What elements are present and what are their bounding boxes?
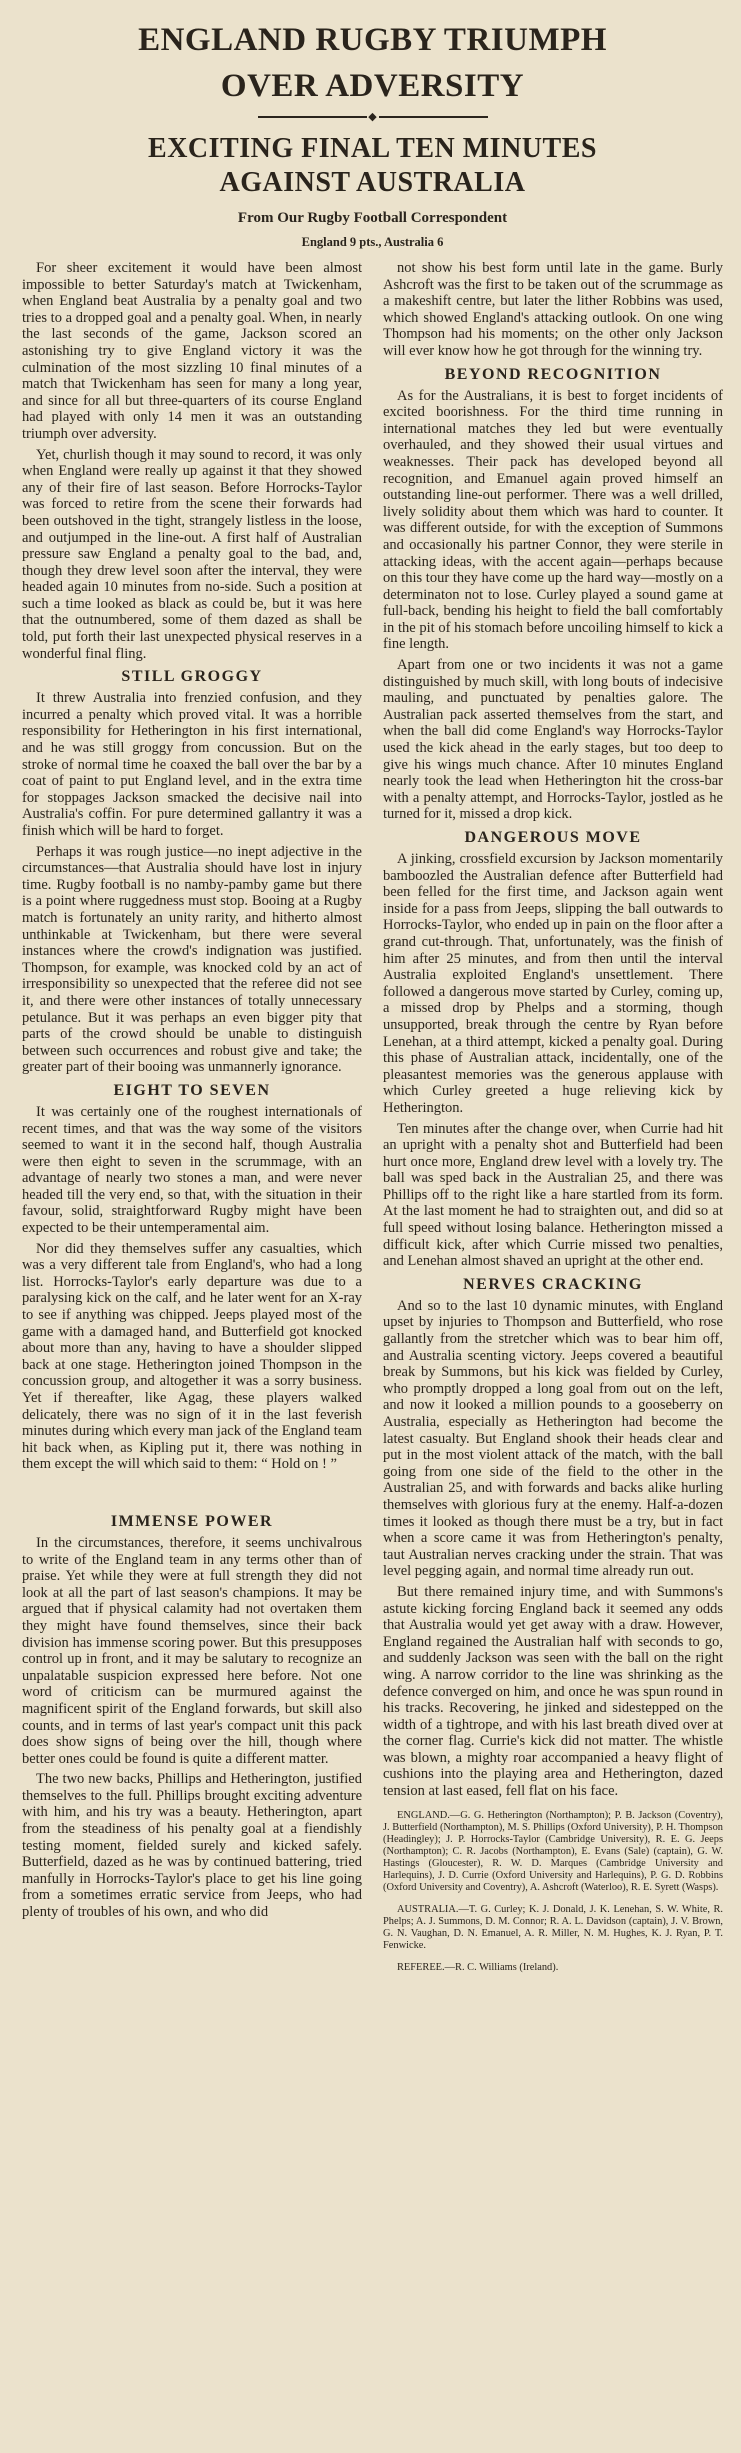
paragraph: Ten minutes after the change over, when Currie had hit an upright with a penalty shot and Butterfield had been hurt once more, England drew level with a lovely try. The ball was sped back in the Australian 25, and there was Phillips off to the right like a hare startled from its form. At the last moment he had to straighten out, and did so at full speed without losing balance. Hetherington missed a difficult kick, after which Currie missed two penalties, and Lenehan almost shaved an upright at the other end. <box>383 1120 723 1270</box>
paragraph: For sheer excitement it would have been almost impossible to better Saturday's match at Twickenham, when England beat Australia by a penalty goal and two tries to a dropped goal and a penalty goal. When, in nearly the last seconds of the game, Jackson scored an astonishing try to give England victory it was the culmination of the most sizzling 10 final minutes of a match that Twickenham has seen for many a long year, and since for all but three-quarters of its course England had played with only 14 men it was an outstanding triumph over adversity. <box>22 260 362 442</box>
subheadline-line-1: EXCITING FINAL TEN MINUTES <box>148 133 597 164</box>
paragraph: Perhaps it was rough justice—no inept adjective in the circumstances—that Australia should have lost in injury time. Rugby football is no namby-pamby game but there is a point where ruggedness must stop. Booing at a Rugby match is fortunately an unity rarity, and hitherto almost unthinkable at Twickenham, but there were several instances where the crowd's indignation was justified. Thompson, for example, was knocked cold by an act of irresponsibility so unexpected that the referee did not see it, and there were other instances of totally unnecessary petulance. But it was perhaps an even bigger pity that parts of the crowd should be unable to distinguish between such occurrences and robust give and take; the greater part of their booing was unmannerly ignorance. <box>22 843 362 1076</box>
column-left <box>22 260 362 1978</box>
paragraph: Yet, churlish though it may sound to record, it was only when England were really up against it that they showed any of their fire of last season. Before Horrocks-Taylor was forced to retire from the scene their forwards had been outshoved in the tight, strangely listless in the loose, and outjumped in the line-out. A first half of Australian pressure saw England a penalty goal to the bad, and, though they drew level soon after the interval, they were headed again 10 minutes from no-side. Such a position at such a time looked as black as could be, but it was here that the outnumbered, some of them dazed as shall be told, put forth their last unexpected physical reserves in a wonderful final fling. <box>22 446 362 662</box>
team-lineup: AUSTRALIA.—T. G. Curley; K. J. Donald, J. K. Lenehan, S. W. White, R. Phelps; A. J. Summons, D. M. Connor; R. A. L. Davidson (captain), J. V. Brown, G. N. Vaughan, D. N. Emanuel, A. R. Miller, N. M. Hughes, K. J. Ryan, P. T. Fenwicke. <box>383 1903 723 1951</box>
paragraph: It was certainly one of the roughest internationals of recent times, and that was the way some of the visitors seemed to want it in the second half, though Australia were then eight to seven in the scrummage, with an advantage of nearly two stones a man, and were never headed till the very end, so that, with the situation in their favour, solid, straightforward Rugby might have been expected to be their untemperamental aim. <box>22 1103 362 1237</box>
section-heading: EIGHT TO SEVEN <box>113 1081 271 1099</box>
section-heading: DANGEROUS MOVE <box>464 829 642 846</box>
paragraph: Nor did they themselves suffer any casualties, which was a very different tale from England's, who had a long list. Horrocks-Taylor's early departure was due to a paralysing kick on the calf, and he later went for an X-ray to see if anything was chipped. Jeeps played most of the game with a damaged hand, and Butterfield got knocked about more than any, having to have a shoulder slipped back at one stage. Hetherington joined Thompson in the concussion group, and altogether it was a sorry business. Yet if thereafter, like Agag, these players walked delicately, there was no sign of it in the last feverish minutes during which every man jack of the England team hit back when, as Kipling put it, there was nothing in them except the will which said to them: “ Hold on ! ” <box>22 1240 362 1473</box>
paragraph: In the circumstances, therefore, it seems unchivalrous to write of the England team in any terms other than of praise. Yet while they were at full strength they did not look at all the part of last season's champions. It may be argued that if physical calamity had not overtaken them they might have found themselves, since their back division has immense scoring power. But this presupposes control up in front, and it may be salutary to recognize an unpalatable suspicion expressed here before. Not one word of criticism can be murmured against the magnificent spirit of the England forwards, but skill also counts, and in terms of last year's compact unit this pack does show signs of being over the hill, though where better ones could be found is quite a different matter. <box>22 1534 362 1767</box>
headline-line-2: OVER ADVERSITY <box>220 68 525 104</box>
score-line: England 9 pts., Australia 6 <box>301 235 444 249</box>
headline-line-1: ENGLAND RUGBY TRIUMPH <box>138 22 607 58</box>
subheadline-line-2: AGAINST AUSTRALIA <box>219 167 526 198</box>
paragraph: It threw Australia into frenzied confusion, and they incurred a penalty which proved vital. It was a horrible responsibility for Hetherington in his first international, and he was still groggy from concussion. But on the stroke of normal time he coaxed the ball over the bar by a coat of paint to put England level, and in the extra time for stoppages Jackson smacked the decisive nail into Australia's coffin. For pure determined gallantry it was a finish which will be hard to forget. <box>22 690 362 839</box>
article-body <box>22 260 723 1978</box>
column-right <box>383 260 723 1978</box>
paragraph: But there remained injury time, and with Summons's astute kicking forcing England back it seemed any odds that Australia would yet get away with a draw. However, England regained the Australian half with seconds to go, and suddenly Jackson was seen with the ball on the right wing. A narrow corridor to the line was shrinking as the defence converged on him, and once he was spun round in his tracks. Recovering, he jinked and sidestepped on the width of a tightrope, and with his last breath dived over at the corner flag. Currie's kick did not matter. The whistle was blown, a mighty roar accompanied a heavy flight of cushions into the playing area and Hetherington, dazed tension at last eased, fell flat on his face. <box>383 1583 723 1800</box>
team-lineup: REFEREE.—R. C. Williams (Ireland). <box>397 1961 559 1973</box>
column-gap <box>22 1477 362 1507</box>
section-heading: NERVES CRACKING <box>463 1275 643 1293</box>
paragraph: As for the Australians, it is best to forget incidents of excited boorishness. For the third time running in international matches they led but were eventually overhauled, and they showed their usual virtues and weaknesses. Their pack has developed beyond all recognition, and Emanuel again proved himself an outstanding line-out performer. There was a well drilled, lively solidity about them which was hard to counter. It was different outside, for with the exception of Summons and occasionally his partner Connor, they were sterile in attacking ideas, with the accent again—perhaps because on this tour they have come up the hard way—mostly on a determinaton not to lose. Curley played a sound game at full-back, bending his height to field the ball comfortably in the pit of his stomach before uncoiling himself to kick a fine length. <box>383 387 723 653</box>
section-heading: STILL GROGGY <box>121 668 263 686</box>
paragraph: A jinking, crossfield excursion by Jackson momentarily bamboozled the Australian defence after Butterfield had been felled for the first time, and Jackson again went inside for a pass from Jeeps, slipping the ball outwards to Horrocks-Taylor, who ended up in pain on the floor after a grand cut-through. That, unfortunately, was the finish of him after 25 minutes, and from then until the interval Australia exploited England's unsettlement. There followed a dangerous move started by Curley, coming up, a missed drop by Phelps and a storming, though unsupported, break through the centre by Ryan before Lenehan, at a third attempt, kicked a penalty goal. During this phase of Australian attack, incidentally, one of the pleasantest memories was the generous applause with which Curley greeted a huge relieving kick by Hetherington. <box>383 851 723 1116</box>
section-heading: BEYOND RECOGNITION <box>444 365 662 383</box>
ornamental-rule <box>258 111 488 123</box>
paragraph: The two new backs, Phillips and Hetherington, justified themselves to the full. Phillips brought exciting adventure with him, and his try was a beauty. Hetherington, apart from the steadiness of his penalty goal at a fiendishly testing moment, fielded surely and kicked safely. Butterfield, dazed as he was by continued battering, tried manfully in Horrocks-Taylor's place to get his line going from a sometimes erratic service from Jeeps, who had plenty of troubles of his own, and who did <box>22 1771 362 1921</box>
diamond-icon: ◆ <box>368 111 377 123</box>
paragraph: And so to the last 10 dynamic minutes, with England upset by injuries to Thompson and Butterfield, who rose gallantly from the stretcher which was to bear him off, and Australia scenting victory. Jeeps covered a beautiful break by Summons, but his kick was fielded by Curley, who promptly dropped a long goal from out on the left, and now it looked a million pounds to a gooseberry on Australia, especially as Hetherington had become the latest casualty. But England shook their heads clear and put in the most violent attack of the match, with the ball going from one side of the field to the other in the Australian 25, and with forwards and backs alike hurling themselves with glorious fury at the enemy. Half-a-dozen times it looked as though there must be a try, but in fact when a score came it was from Hetherington's penalty, taut Australian nerves cracking under the strain. That was level pegging again, and normal time already run out. <box>383 1297 723 1580</box>
byline: From Our Rugby Football Correspondent <box>237 210 508 226</box>
team-lineup: ENGLAND.—G. G. Hetherington (Northampton); P. B. Jackson (Coventry), J. Butterfield (Northampton), M. S. Phillips (Oxford University), P. H. Thompson (Headingley); J. P. Horrocks-Taylor (Cambridge University), R. E. G. Jeeps (Northampton); C. R. Jacobs (Northampton), E. Evans (Sale) (captain), G. W. Hastings (Gloucester), R. W. D. Marques (Cambridge University and Harlequins), J. D. Currie (Oxford University and Harlequins), P. G. D. Robbins (Oxford University and Coventry), A. Ashcroft (Waterloo), R. E. Syrett (Wasps). <box>383 1809 723 1893</box>
section-heading: IMMENSE POWER <box>110 1512 274 1530</box>
paragraph: Apart from one or two incidents it was not a game distinguished by much skill, with long bouts of indecisive mauling, and punctuated by penalties galore. The Australian pack asserted themselves from the start, and when the ball did come England's way Horrocks-Taylor used the kick ahead in the early stages, but too deep to give his wings much chance. After 10 minutes England nearly took the lead when Hetherington hit the cross-bar with a penalty attempt, and Horrocks-Taylor, jostled as he turned for it, missed a drop kick. <box>383 657 723 823</box>
paragraph: not show his best form until late in the game. Burly Ashcroft was the first to be taken out of the scrummage as a makeshift centre, but later the lither Robbins was used, which showed England's attacking outlook. On one wing Thompson had his moments; on the other only Jackson will ever know how he got through for the winning try. <box>383 260 723 359</box>
